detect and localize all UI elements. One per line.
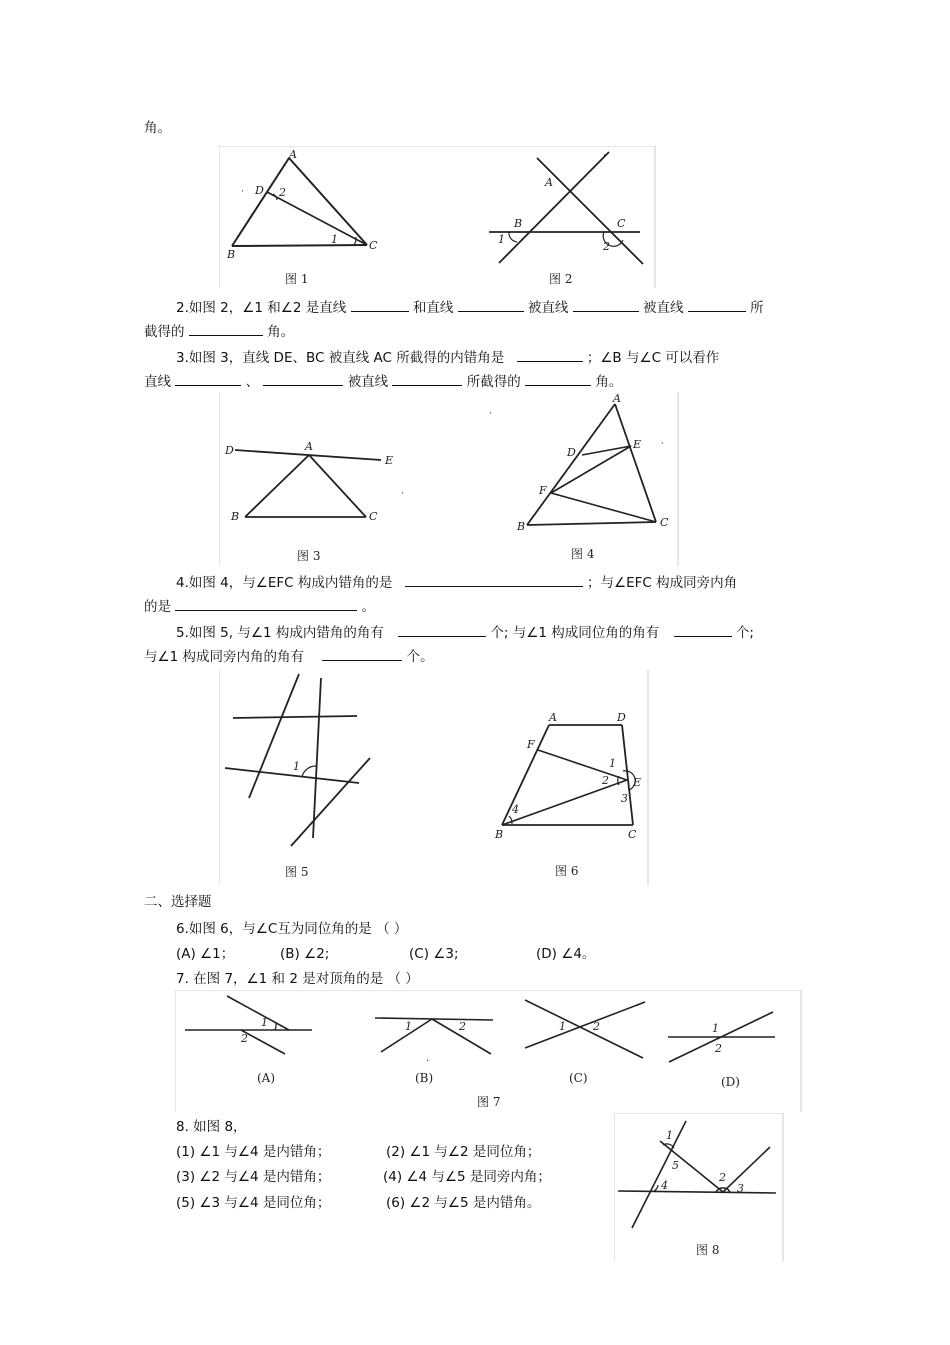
fig7-panel-d: (D) [721, 1075, 740, 1089]
q5-blank-1[interactable] [398, 622, 486, 637]
q3-blank-2[interactable] [175, 371, 241, 386]
figure-7d [668, 1012, 775, 1089]
q2-text-d: 被直线 [643, 300, 684, 316]
svg-text:·: · [401, 489, 404, 499]
q6-option-a[interactable]: (A) ∠1； [176, 946, 235, 962]
q3-text-b: ；∠B 与∠C 可以看作 [586, 350, 720, 366]
fig1-label-2: 2 [279, 186, 286, 199]
fig2-label-a: A [545, 176, 553, 189]
fig6-label-2: 2 [602, 774, 609, 787]
fig2-label-1: 1 [498, 233, 505, 246]
figure-1 [226, 148, 378, 286]
question-5-line1 [176, 622, 754, 642]
q8-statement-4: (4) ∠4 与∠5 是同旁内角； [383, 1169, 551, 1185]
question-3-line1 [176, 347, 719, 367]
question-7-text: 7. 在图 7，∠1 和 2 是对顶角的是 （ ） [176, 971, 419, 987]
q2-blank-3[interactable] [573, 297, 639, 312]
fig4-label-f: F [539, 484, 547, 497]
q2-blank-4[interactable] [688, 297, 746, 312]
question-3-line2 [144, 371, 622, 391]
fig3-label-c: C [369, 510, 378, 523]
q2-blank-1[interactable] [351, 297, 409, 312]
figure-6 [494, 711, 641, 878]
figure-1-2-panel [219, 146, 656, 288]
fig6-caption: 图 6 [555, 864, 579, 878]
q5-text-d: 与∠1 构成同旁内角的角有 [144, 649, 304, 665]
fig6-label-3: 3 [621, 792, 628, 805]
fig6-label-e: E [633, 776, 642, 789]
q4-text-d: 。 [361, 599, 376, 615]
svg-text:·: · [489, 409, 492, 419]
fig8-caption: 图 8 [696, 1243, 720, 1257]
q2-text-e: 所 [750, 300, 764, 316]
q2-blank-5[interactable] [189, 321, 263, 336]
svg-text:·: · [661, 439, 664, 449]
q4-text-a: 4.如图 4，与∠EFC 构成内错角的是 [176, 575, 393, 591]
fig4-label-b: B [517, 520, 526, 533]
fig4-label-c: C [660, 516, 669, 529]
svg-text:·: · [603, 151, 606, 161]
figure-4 [516, 392, 669, 561]
fig7-panel-b: (B) [415, 1071, 434, 1085]
q4-blank-1[interactable] [405, 572, 583, 587]
figure-7-panel [175, 990, 802, 1112]
q3-blank-1[interactable] [517, 347, 583, 362]
fig4-label-e: E [633, 438, 642, 451]
question-6-text: 6.如图 6，与∠C互为同位角的是 （ ） [176, 921, 408, 937]
q6-option-c[interactable]: (C) ∠3; [409, 946, 459, 962]
question-5-line2 [144, 646, 434, 666]
q3-text-g: 角。 [595, 374, 623, 390]
q8-statement-2: (2) ∠1 与∠2 是同位角； [386, 1144, 541, 1160]
q5-text-c: 个; [735, 625, 754, 641]
fig2-caption: 图 2 [549, 272, 573, 286]
fig8-label-5: 5 [672, 1159, 679, 1172]
fig5-label-1: 1 [293, 760, 300, 773]
fig7d-label-1: 1 [712, 1022, 719, 1035]
q5-text-e: 个。 [406, 649, 434, 665]
figure-5 [225, 674, 370, 879]
figure-7b [375, 1018, 493, 1085]
fig7-panel-c: (C) [569, 1071, 588, 1085]
fig7a-label-1: 1 [261, 1016, 268, 1029]
fig3-label-d: D [225, 444, 234, 457]
fig7d-label-2: 2 [715, 1042, 722, 1055]
svg-text:·: · [241, 187, 244, 197]
q5-blank-2[interactable] [674, 622, 732, 637]
q2-text-g: 角。 [267, 324, 295, 340]
q3-blank-4[interactable] [392, 371, 462, 386]
fig6-label-a: A [549, 711, 557, 724]
q4-text-b: ；与∠EFC 构成同旁内角 [586, 575, 738, 591]
question-2-line2 [144, 321, 294, 341]
fig3-label-b: B [231, 510, 240, 523]
fig3-label-a: A [305, 440, 313, 453]
q2-text-a: 2.如图 2，∠1 和∠2 是直线 [176, 300, 347, 316]
fig2-label-2: 2 [603, 240, 610, 253]
fig7a-label-2: 2 [241, 1032, 248, 1045]
q2-text-b: 和直线 [412, 300, 454, 316]
q3-text-a: 3.如图 3，直线 DE、BC 被直线 AC 所截得的内错角是 [176, 350, 505, 366]
fig1-label-a: A [289, 148, 297, 161]
q6-option-b[interactable]: (B) ∠2; [280, 946, 330, 962]
fig6-label-d: D [617, 711, 626, 724]
q2-text-c: 被直线 [527, 300, 569, 316]
q8-statement-6: (6) ∠2 与∠5 是内错角。 [386, 1195, 541, 1211]
figure-7a [185, 996, 312, 1085]
fig6-label-f: F [527, 738, 535, 751]
text-line: 角。 [144, 120, 171, 136]
q5-text-b: 个; 与∠1 构成同位角的角有 [490, 625, 660, 641]
fig4-label-a: A [613, 392, 621, 405]
fig2-label-c: C [617, 217, 626, 230]
figure-7c [525, 1000, 645, 1085]
section-title: 二、选择题 [144, 894, 212, 910]
fig1-label-1: 1 [331, 233, 338, 246]
q6-option-d[interactable]: (D) ∠4。 [536, 946, 596, 962]
figure-3 [224, 409, 492, 563]
fig1-label-c: C [369, 239, 378, 252]
q5-text-a: 5.如图 5, 与∠1 构成内错角的角有 [176, 625, 384, 641]
figure-2 [489, 151, 643, 286]
q5-blank-3[interactable] [322, 646, 402, 661]
fig6-label-b: B [495, 828, 504, 841]
q8-statement-1: (1) ∠1 与∠4 是内错角； [176, 1144, 331, 1160]
fig8-label-3: 3 [737, 1182, 744, 1195]
q8-statement-3: (3) ∠2 与∠4 是内错角； [176, 1169, 331, 1185]
fig1-caption: 图 1 [285, 272, 309, 286]
fig3-caption: 图 3 [297, 549, 321, 563]
fig7b-label-2: 2 [459, 1020, 466, 1033]
fig4-caption: 图 4 [571, 547, 595, 561]
question-4-line1 [176, 572, 737, 592]
fig8-label-4: 4 [661, 1179, 668, 1192]
fig6-label-4: 4 [512, 803, 519, 816]
fig7c-label-1: 1 [559, 1020, 566, 1033]
fig8-label-1: 1 [666, 1129, 673, 1142]
fig2-label-b: B [514, 217, 523, 230]
q3-text-e: 被直线 [347, 374, 389, 390]
q3-blank-3[interactable] [263, 371, 343, 386]
q3-text-c: 直线 [144, 374, 171, 390]
q4-text-c: 的是 [144, 599, 171, 615]
q4-blank-2[interactable] [175, 596, 357, 611]
fig6-label-1: 1 [609, 757, 616, 770]
fig1-label-d: D [255, 184, 264, 197]
fig7-caption: 图 7 [477, 1095, 501, 1109]
fig4-label-d: D [567, 446, 576, 459]
fig7-panel-a: (A) [257, 1071, 276, 1085]
figure-3-4-panel [219, 392, 679, 566]
fig7c-label-2: 2 [593, 1020, 600, 1033]
figure-8 [614, 1113, 784, 1261]
fig7b-label-1: 1 [405, 1020, 412, 1033]
fig8-label-2: 2 [719, 1171, 726, 1184]
q2-blank-2[interactable] [458, 297, 524, 312]
fig5-caption: 图 5 [285, 865, 309, 879]
fig1-label-b: B [227, 248, 236, 261]
fig3-label-e: E [385, 454, 394, 467]
svg-text:·: · [426, 1056, 430, 1067]
question-4-line2 [144, 596, 375, 616]
q8-statement-5: (5) ∠3 与∠4 是同位角； [176, 1195, 331, 1211]
question-2-line1 [176, 297, 764, 317]
q3-text-f: 所截得的 [466, 374, 521, 390]
q2-text-f: 截得的 [144, 324, 185, 340]
q3-blank-5[interactable] [525, 371, 591, 386]
figure-5-6-panel [219, 670, 649, 885]
question-8-title: 8. 如图 8， [176, 1119, 247, 1135]
q3-text-d: 、 [245, 374, 260, 390]
fig6-label-c: C [628, 828, 637, 841]
